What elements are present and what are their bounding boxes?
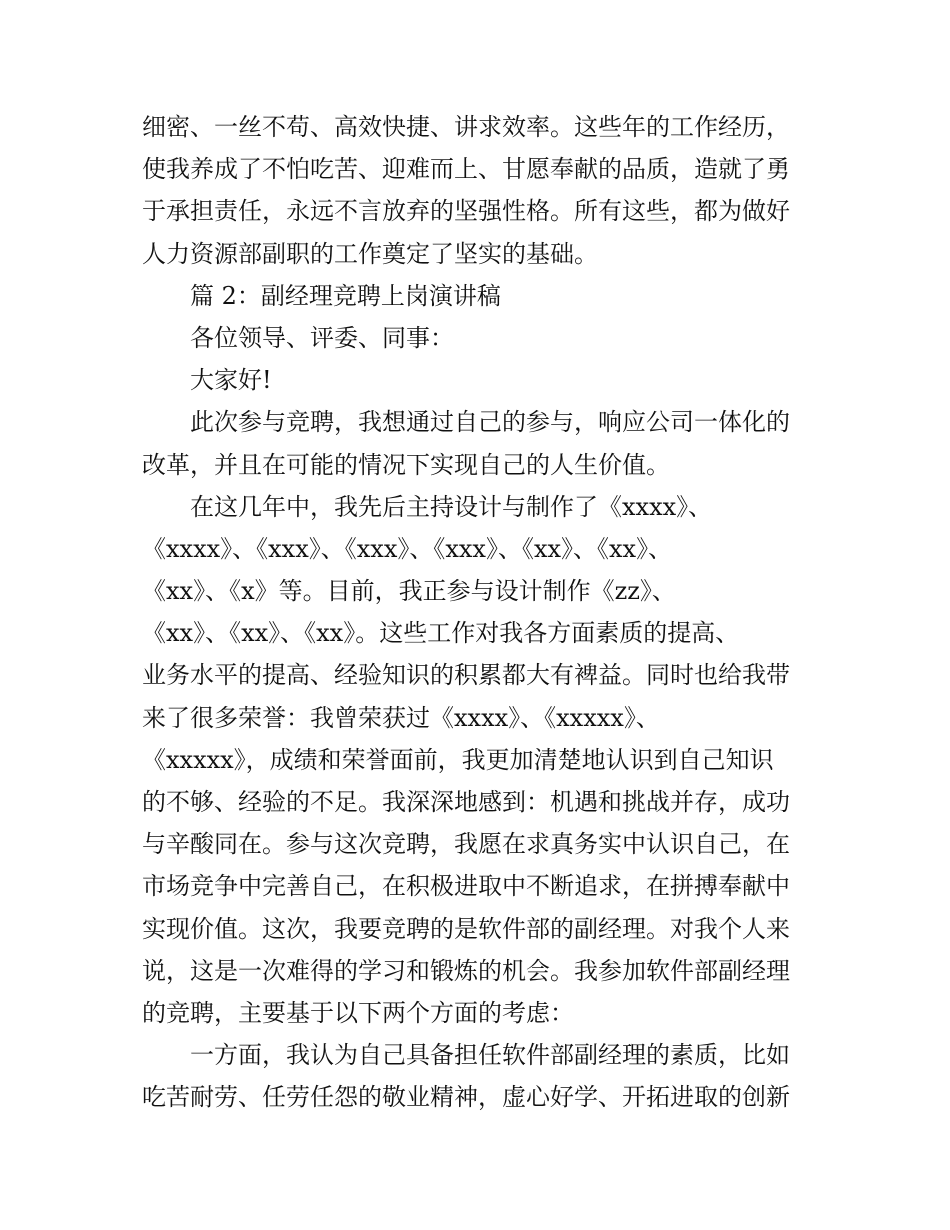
body-line: 来了很多荣誉：我曾荣获过《xxxx》、《xxxxx》、	[142, 703, 660, 732]
body-line: 说，这是一次难得的学习和锻炼的机会。我参加软件部副经理	[142, 956, 790, 985]
body-line: 于承担责任，永远不言放弃的坚强性格。所有这些，都为做好	[142, 197, 790, 226]
body-line: 一方面，我认为自己具备担任软件部副经理的素质，比如	[190, 1041, 790, 1070]
body-line: 《xxxxx》，成绩和荣誉面前，我更加清楚地认识到自己知识	[142, 745, 774, 774]
section-heading: 篇 2：副经理竞聘上岗演讲稿	[190, 281, 501, 310]
body-line: 的不够、经验的不足。我深深地感到：机遇和挑战并存，成功	[142, 788, 790, 816]
body-line: 在这几年中，我先后主持设计与制作了《xxxx》、	[190, 492, 713, 521]
document-body	[142, 106, 822, 1119]
body-line: 人力资源部副职的工作奠定了坚实的基础。	[142, 239, 598, 268]
body-line: 的竞聘，主要基于以下两个方面的考虑：	[142, 998, 574, 1027]
body-line: 业务水平的提高、经验知识的积累都大有裨益。同时也给我带	[142, 661, 790, 690]
body-line: 与辛酸同在。参与这次竞聘，我愿在求真务实中认识自己，在	[142, 830, 790, 859]
body-line: 市场竞争中完善自己，在积极进取中不断追求，在拼搏奉献中	[142, 872, 790, 901]
body-line: 此次参与竞聘，我想通过自己的参与，响应公司一体化的	[190, 408, 790, 437]
body-line: 实现价值。这次，我要竞聘的是软件部的副经理。对我个人来	[142, 914, 790, 943]
body-line: 改革，并且在可能的情况下实现自己的人生价值。	[142, 450, 670, 479]
body-line: 吃苦耐劳、任劳任怨的敬业精神，虚心好学、开拓进取的创新	[142, 1083, 790, 1112]
body-line: 《xx》、《x》等。目前，我正参与设计制作《zz》、	[142, 577, 676, 606]
body-line: 细密、一丝不苟、高效快捷、讲求效率。这些年的工作经历，	[142, 113, 790, 141]
body-line: 《xxxx》、《xxx》、《xxx》、《xxx》、《xx》、《xx》、	[142, 534, 673, 563]
body-line: 使我养成了不怕吃苦、迎难而上、甘愿奉献的品质，造就了勇	[142, 155, 790, 184]
salutation: 各位领导、评委、同事：	[190, 323, 454, 352]
body-line: 《xx》、《xx》、《xx》。这些工作对我各方面素质的提高、	[142, 619, 740, 648]
greeting: 大家好!	[190, 366, 272, 395]
